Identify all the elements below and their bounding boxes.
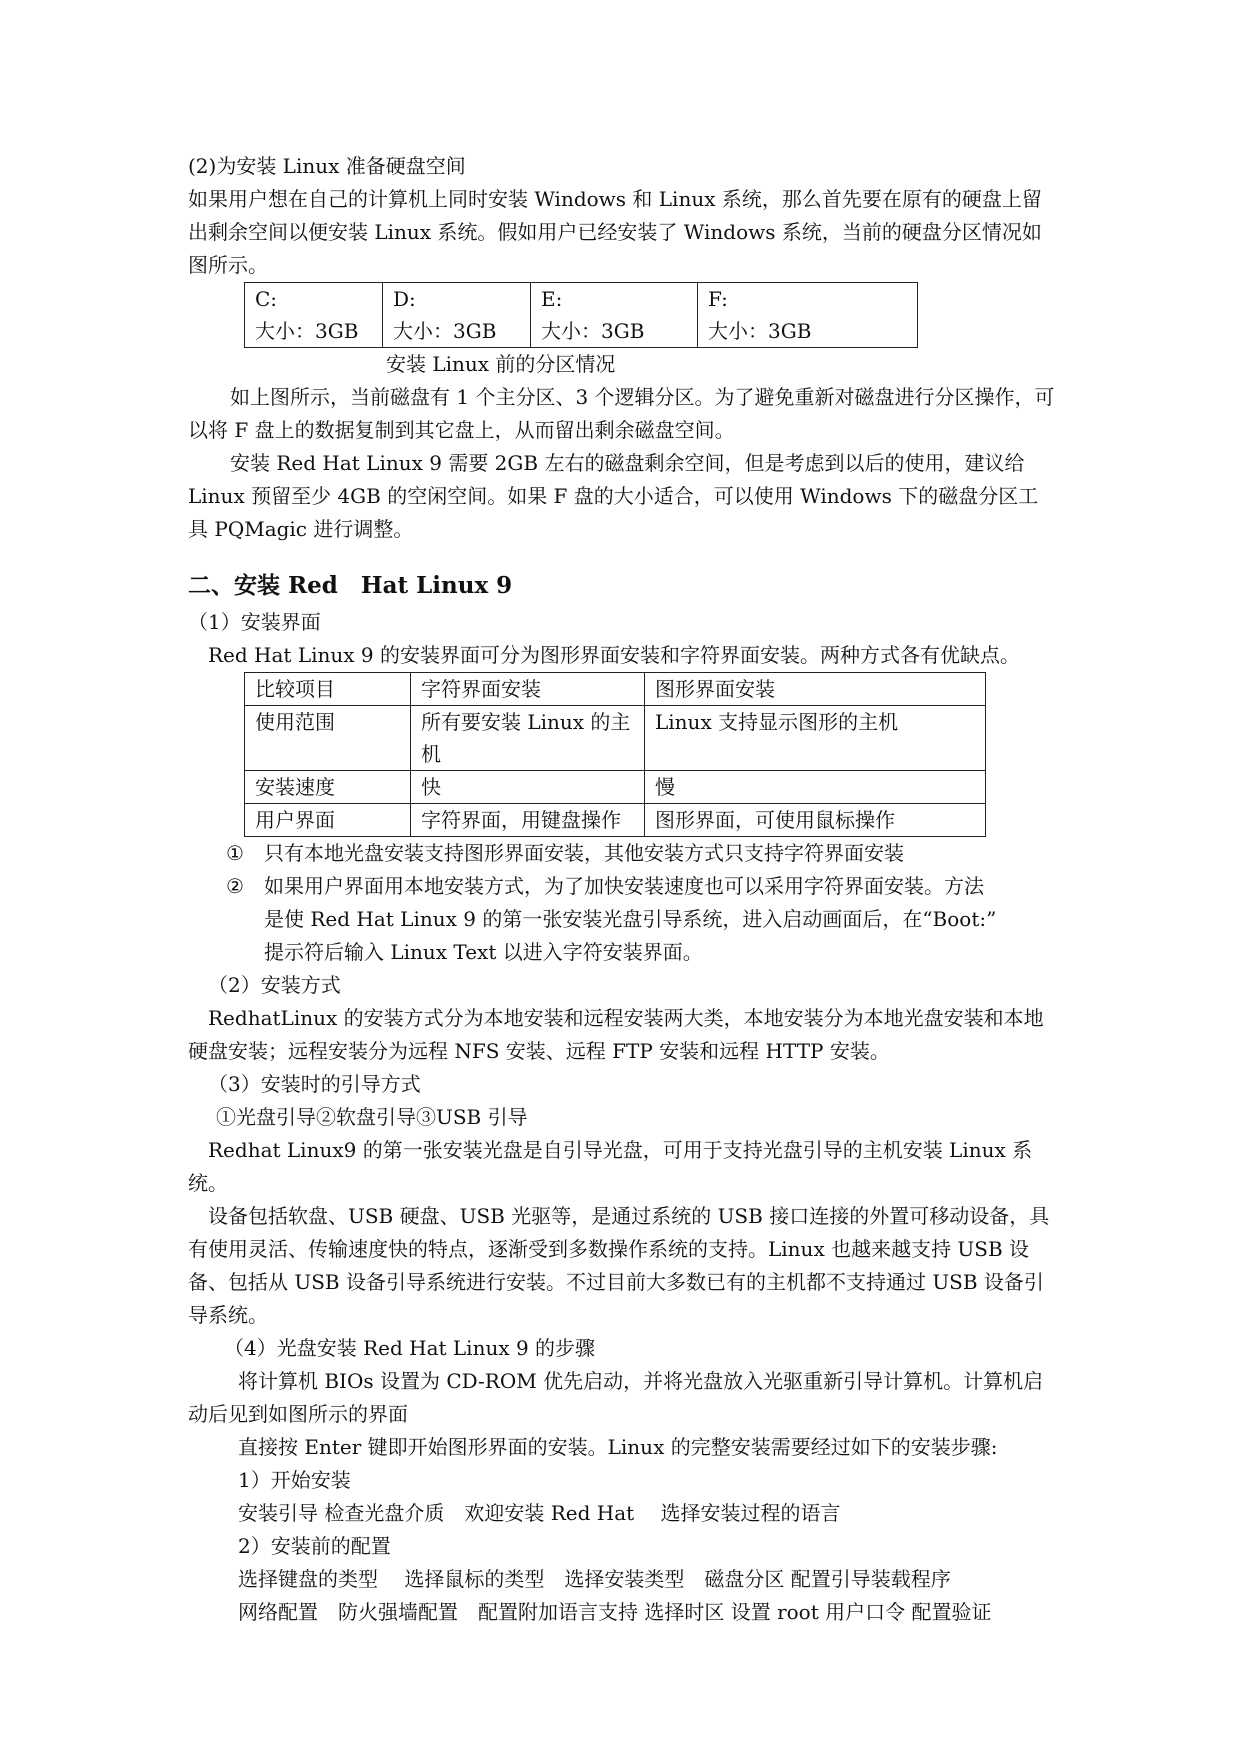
table-cell: 所有要安装 Linux 的主机: [411, 706, 645, 771]
partition-cell: [698, 283, 918, 348]
note-item: [188, 870, 1058, 903]
paragraph: 如果用户想在自己的计算机上同时安装 Windows 和 Linux 系统，那么首先要在原有的硬盘上留出剩余空间以便安装 Linux 系统。假如用户已经安装了 Windows 系统，当前的硬盘分区情况如图所示。: [188, 187, 1042, 277]
step-heading: 2）安装前的配置: [238, 1534, 391, 1558]
document-page: [188, 150, 1058, 1629]
table-cell: 字符界面，用键盘操作: [411, 804, 645, 837]
subsection-heading: （1）安装界面: [188, 610, 321, 634]
drive-size: 大小：3GB: [255, 319, 359, 343]
comparison-table: [244, 672, 986, 837]
paragraph: 安装 Red Hat Linux 9 需要 2GB 左右的磁盘剩余空间，但是考虑到以后的使用，建议给 Linux 预留至少 4GB 的空闲空间。如果 F 盘的大小适合，可以使用 Windows 下的磁盘分区工具 PQMagic 进行调整。: [188, 451, 1039, 541]
table-row: [245, 771, 986, 804]
drive-label: C:: [255, 287, 278, 311]
table-header-cell: 图形界面安装: [645, 673, 986, 706]
section-heading-disk: (2)为安装 Linux 准备硬盘空间: [188, 154, 466, 178]
note-item: [188, 837, 1058, 870]
partition-cell: [531, 283, 698, 348]
drive-size: 大小：3GB: [708, 319, 812, 343]
table-cell: 图形界面，可使用鼠标操作: [645, 804, 986, 837]
note-continuation: 提示符后输入 Linux Text 以进入字符安装界面。: [264, 940, 703, 964]
paragraph: 将计算机 BIOs 设置为 CD-ROM 优先启动，并将光盘放入光驱重新引导计算机。计算机启动后见到如图所示的界面: [188, 1369, 1044, 1426]
step-items: 安装引导 检查光盘介质 欢迎安装 Red Hat 选择安装过程的语言: [238, 1501, 841, 1525]
table-header-row: [245, 673, 986, 706]
subsection-heading: （3）安装时的引导方式: [208, 1072, 421, 1096]
note-number: ①: [226, 841, 244, 865]
table-cell: 慢: [645, 771, 986, 804]
drive-label: F:: [708, 287, 728, 311]
table-row: [245, 283, 918, 348]
paragraph: Red Hat Linux 9 的安装界面可分为图形界面安装和字符界面安装。两种方式各有优缺点。: [208, 643, 1020, 667]
table-cell: 快: [411, 771, 645, 804]
partition-cell: [383, 283, 531, 348]
figure-caption: 安装 Linux 前的分区情况: [386, 352, 616, 376]
step-items: 选择键盘的类型 选择鼠标的类型 选择安装类型 磁盘分区 配置引导装载程序: [238, 1567, 951, 1591]
paragraph: Redhat Linux9 的第一张安装光盘是自引导光盘，可用于支持光盘引导的主机安装 Linux 系统。: [188, 1138, 1033, 1195]
drive-size: 大小：3GB: [541, 319, 645, 343]
table-header-cell: 比较项目: [245, 673, 411, 706]
partition-cell: [245, 283, 383, 348]
table-cell: 安装速度: [245, 771, 411, 804]
table-row: [245, 804, 986, 837]
paragraph: 设备包括软盘、USB 硬盘、USB 光驱等，是通过系统的 USB 接口连接的外置可移动设备，具有使用灵活、传输速度快的特点，逐渐受到多数操作系统的支持。Linux 也越来越支持 USB 设备、包括从 USB 设备引导系统进行安装。不过目前大多数已有的主机都不支持通过 USB 设备引导系统。: [188, 1204, 1050, 1327]
step-items: 网络配置 防火强墙配置 配置附加语言支持 选择时区 设置 root 用户口令 配置验证: [238, 1600, 992, 1624]
drive-label: D:: [393, 287, 416, 311]
drive-size: 大小：3GB: [393, 319, 497, 343]
table-cell: 使用范围: [245, 706, 411, 771]
paragraph: RedhatLinux 的安装方式分为本地安装和远程安装两大类，本地安装分为本地光盘安装和本地硬盘安装；远程安装分为远程 NFS 安装、远程 FTP 安装和远程 HTTP 安装。: [188, 1006, 1044, 1063]
table-header-cell: 字符界面安装: [411, 673, 645, 706]
boot-method-list: ①光盘引导②软盘引导③USB 引导: [216, 1105, 528, 1129]
drive-label: E:: [541, 287, 563, 311]
note-continuation: 是使 Red Hat Linux 9 的第一张安装光盘引导系统，进入启动画面后，在“Boot:”: [264, 907, 997, 931]
paragraph: 如上图所示，当前磁盘有 1 个主分区、3 个逻辑分区。为了避免重新对磁盘进行分区操作，可以将 F 盘上的数据复制到其它盘上，从而留出剩余磁盘空间。: [188, 385, 1055, 442]
table-cell: Linux 支持显示图形的主机: [645, 706, 986, 771]
subsection-heading: （4）光盘安装 Red Hat Linux 9 的步骤: [224, 1336, 596, 1360]
step-heading: 1）开始安装: [238, 1468, 351, 1492]
partition-table: [244, 282, 918, 348]
table-cell: 用户界面: [245, 804, 411, 837]
note-text: 只有本地光盘安装支持图形界面安装，其他安装方式只支持字符界面安装: [264, 841, 904, 865]
note-text: 如果用户界面用本地安装方式，为了加快安装速度也可以采用字符界面安装。方法: [264, 874, 984, 898]
section-title-install: 二、安装 Red Hat Linux 9: [188, 572, 513, 599]
subsection-heading: （2）安装方式: [208, 973, 341, 997]
table-row: [245, 706, 986, 771]
note-number: ②: [226, 874, 244, 898]
paragraph: 直接按 Enter 键即开始图形界面的安装。Linux 的完整安装需要经过如下的安装步骤:: [238, 1435, 998, 1459]
